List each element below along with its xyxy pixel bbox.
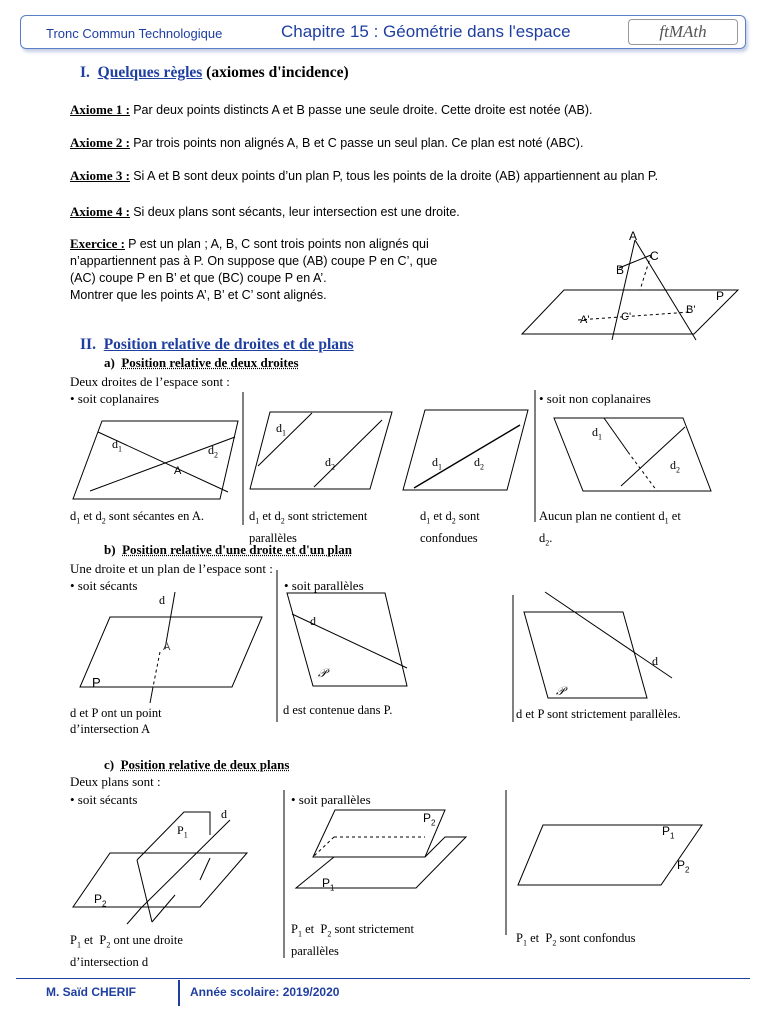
exercise-line-ac [635, 240, 696, 340]
section2-heading [80, 336, 354, 354]
fig-c1-plane1 [137, 812, 210, 860]
fig-ex-C: C [650, 249, 659, 263]
axiom-3 [70, 167, 658, 185]
footer-author: M. Saïd CHERIF [46, 985, 137, 999]
fig-a1-A-label: A [174, 465, 182, 477]
fig-c1-plane1-left [137, 860, 152, 922]
exercise-line-ab [612, 240, 635, 340]
subsection-c [104, 757, 289, 773]
axiom-4 [70, 203, 460, 221]
caption-a4: Aucun plan ne contient $d_1$ et $d_2$. [539, 509, 681, 547]
fig-ex-Ap: A' [580, 314, 590, 326]
exercise-line-3: (AC) coupe P en B’ et que (BC) coupe P en A’. [70, 271, 327, 285]
fig-a3-d1-label: $d_1$ [432, 455, 442, 472]
exercise-line-apbp [578, 312, 690, 320]
fig-b1-d-label: d [159, 593, 165, 607]
footer-year: Année scolaire: 2019/2020 [190, 985, 340, 999]
fig-b2-P-label: 𝒫 [318, 666, 327, 680]
fig-b1-d-bottom [150, 687, 153, 703]
axiom-3-label: Axiome 3 : [70, 168, 130, 183]
fig-b3-d-label: d [652, 654, 658, 668]
footer-line [16, 978, 750, 979]
axiom-1-label: Axiome 1 : [70, 102, 130, 117]
b-secants-label: • soit sécants [70, 578, 138, 593]
fig-ex-B: B [616, 263, 625, 277]
fig-b1-d-hidden [153, 652, 160, 687]
level-label: Tronc Commun Technologique [46, 26, 223, 41]
axiom-2-text: Par trois points non alignés A, B et C passe un seul plan. Ce plan est noté (ABC). [133, 136, 584, 150]
fig-a3-d2-label: $d_2$ [474, 455, 484, 472]
fig-a4-d2-label: $d_2$ [670, 458, 680, 475]
c-secants-label: • soit sécants [70, 792, 138, 807]
fig-a1-d2-label: $d_2$ [208, 443, 218, 460]
fig-c1-d-label: d [221, 807, 227, 821]
coplanar-label: • soit coplanaires [70, 391, 160, 406]
caption-c3: $P_1$ et $P_2$ sont confondus [516, 931, 636, 948]
subsection-a [104, 355, 299, 371]
fig-ex-Bp: B' [686, 304, 696, 316]
fig-a2-d1-label: $d_1$ [276, 421, 286, 438]
fig-ex-P: P [716, 289, 725, 303]
fig-ex-A: A [629, 229, 638, 243]
fig-a2-plane [250, 412, 392, 489]
fig-c1-P2-label: $P_2$ [94, 892, 107, 909]
exercise-line-4: Montrer que les points A’, B’ et C’ sont alignés. [70, 288, 327, 302]
subsection-a-title: Position relative de deux droites [121, 355, 299, 370]
caption-b2: d est contenue dans P. [283, 703, 393, 717]
subsection-b-label: b) [104, 542, 116, 557]
exercise-line-1: P est un plan ; A, B, C sont trois points non alignés qui [128, 237, 429, 251]
fig-c3-P1-label: $P_1$ [662, 824, 675, 841]
axiom-1-text: Par deux points distincts A et B passe une seule droite. Cette droite est notée (AB). [133, 103, 593, 117]
fig-a4-d1 [604, 418, 628, 452]
fig-c1-plane1-bottom [152, 895, 175, 922]
fig-a3-plane [403, 410, 528, 490]
fig-a4-d1-hidden [628, 452, 657, 491]
fig-c1-plane1-right [200, 858, 210, 880]
fig-b1-A-label: A [163, 641, 171, 653]
fig-c1-d-ext [127, 908, 141, 924]
fig-a3-d [414, 425, 520, 488]
chapter-title: Chapitre 15 : Géométrie dans l'espace [281, 22, 571, 41]
caption-a1: $d_1$ et $d_2$ sont sécantes en A. [70, 509, 205, 526]
caption-b1: d et P ont un point d’intersection A [70, 706, 162, 736]
axiom-2 [70, 134, 583, 152]
fig-b1-P-label: P [92, 675, 101, 690]
exercise [70, 235, 490, 304]
subsection-c-label: c) [104, 757, 115, 772]
section1-paren: (axiomes d'incidence) [206, 64, 349, 81]
section2-title: Position relative de droites et de plans [103, 336, 354, 353]
subsection-b-title: Position relative d'une droite et d'un plan [122, 542, 352, 557]
section1-number: I. [80, 64, 90, 81]
fig-c2-P1-label: $P_1$ [322, 876, 335, 893]
exercise-line-2: n’appartiennent pas à P. On suppose que (AB) coupe P en C’, que [70, 254, 438, 268]
fig-a4-d1-label: $d_1$ [592, 425, 602, 442]
subsection-b-intro: Une droite et un plan de l’espace sont : [70, 561, 273, 576]
fig-a2-d2-label: $d_2$ [325, 455, 335, 472]
subsection-b [104, 542, 352, 558]
b-paralleles-label: • soit parallèles [284, 578, 364, 593]
subsection-a-intro: Deux droites de l’espace sont : [70, 374, 230, 389]
section1-title: Quelques règles [97, 64, 203, 81]
subsection-c-intro: Deux plans sont : [70, 774, 161, 789]
fig-c2-plane1-hidden2 [313, 837, 334, 857]
fig-ex-Cp: C' [621, 311, 632, 323]
fig-b3-P-label: 𝒫 [556, 684, 565, 698]
axiom-3-text: Si A et B sont deux points d’un plan P, tous les points de la droite (AB) appartiennent au plan P. [133, 169, 659, 183]
section1-heading [80, 64, 349, 82]
fig-c3-P2-label: $P_2$ [677, 858, 690, 875]
c-paralleles-label: • soit parallèles [291, 792, 371, 807]
axiom-4-text: Si deux plans sont sécants, leur intersection est une droite. [133, 205, 460, 219]
axiom-4-label: Axiome 4 : [70, 204, 130, 219]
fig-b1-plane [80, 617, 262, 687]
fig-c2-P2-label: $P_2$ [423, 811, 436, 828]
footer-divider [178, 980, 180, 1006]
fig-a4-plane [554, 418, 711, 491]
fig-b2-d-label: d [310, 614, 316, 628]
subsection-c-title: Position relative de deux plans [120, 757, 290, 772]
section2-number: II. [80, 336, 96, 353]
noncoplanar-label: • soit non coplanaires [539, 391, 651, 406]
fig-b2-plane [287, 593, 407, 686]
fig-a1-d1-label: $d_1$ [112, 437, 122, 454]
caption-a3: $d_1$ et $d_2$ sont confondues [420, 509, 480, 545]
subsection-a-label: a) [104, 355, 115, 370]
logo: ftMAth [628, 19, 738, 45]
fig-c1-P1-label: $P_1$ [177, 823, 188, 840]
exercise-label: Exercice : [70, 236, 125, 251]
caption-c1: $P_1$ et $P_2$ ont une droite d’intersection d [70, 933, 183, 969]
caption-b3: d et P sont strictement parallèles. [516, 707, 681, 721]
axiom-1 [70, 101, 592, 119]
caption-a2: $d_1$ et $d_2$ sont strictement parallèles [249, 509, 368, 545]
axiom-2-label: Axiome 2 : [70, 135, 130, 150]
caption-c2: $P_1$ et $P_2$ sont strictement parallèles [291, 922, 414, 958]
fig-b3-plane [524, 612, 647, 698]
